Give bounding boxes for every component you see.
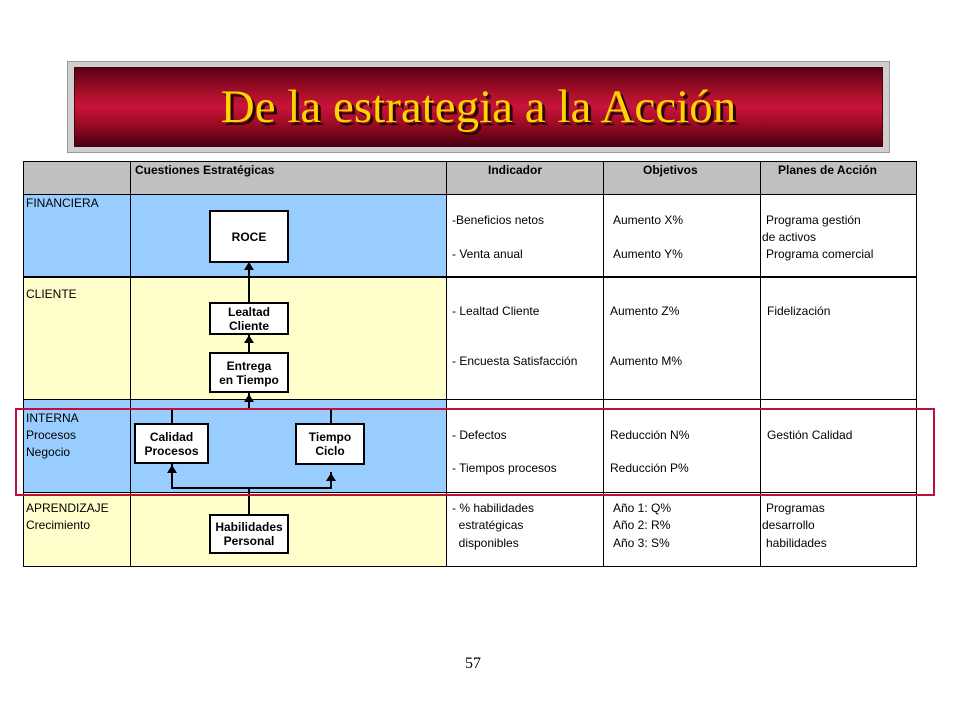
plan-text: Fidelización: [767, 304, 831, 318]
indicador-text: - % habilidades: [452, 501, 535, 515]
highlight-rectangle: [15, 408, 935, 496]
perspective-label: APRENDIZAJE: [26, 501, 109, 515]
perspective-label: CLIENTE: [26, 287, 77, 301]
col-divider-2: [446, 161, 447, 567]
box-label: Personal: [223, 534, 275, 548]
box-label: Calidad: [149, 429, 194, 444]
arrow-up-icon: [244, 394, 254, 402]
plan-text: Programas: [766, 501, 825, 515]
entrega-tiempo-box: [209, 352, 289, 393]
perspective-label: Crecimiento: [26, 518, 91, 532]
roce-box: [209, 210, 289, 263]
box-label: Lealtad: [227, 304, 270, 319]
arrow-up-icon: [244, 262, 254, 270]
indicador-text: - Encuesta Satisfacción: [452, 354, 578, 368]
roce-label: ROCE: [231, 229, 267, 244]
indicador-text: estratégicas: [452, 518, 524, 532]
plan-text: Programa gestión: [766, 213, 861, 227]
connector-line: [248, 265, 250, 302]
indicador-text: -Beneficios netos: [452, 213, 545, 227]
box-label: Habilidades: [215, 520, 283, 534]
row-divider-2: [23, 399, 917, 400]
slide-title: De la estrategia a la Acción: [220, 81, 737, 133]
plan-text: Gestión Calidad: [767, 428, 853, 442]
col-divider-4: [760, 161, 761, 567]
perspective-label: INTERNA: [26, 411, 79, 425]
col-divider-1: [130, 161, 131, 567]
indicador-text: disponibles: [452, 536, 519, 550]
perspective-label: Negocio: [26, 445, 71, 459]
objetivo-text: Año 2: R%: [613, 518, 671, 532]
objetivo-text: Aumento Y%: [613, 247, 683, 261]
box-label: en Tiempo: [219, 372, 279, 387]
page-number: 57: [465, 655, 481, 672]
title-banner: [74, 67, 883, 147]
title-frame: [67, 61, 890, 153]
box-label: Ciclo: [315, 444, 345, 458]
indicador-text: - Venta anual: [452, 247, 523, 261]
plan-text: habilidades: [766, 536, 827, 550]
plan-text: Programa comercial: [766, 247, 874, 261]
plan-text: desarrollo: [762, 518, 815, 532]
header-planes: Planes de Acción: [778, 163, 877, 177]
habilidades-personal-box: [209, 514, 289, 554]
arrow-up-icon: [244, 335, 254, 343]
objetivo-text: Reducción N%: [610, 428, 690, 442]
objetivo-text: Aumento Z%: [610, 304, 680, 318]
objetivo-text: Aumento M%: [610, 354, 683, 368]
col-divider-3: [603, 161, 604, 567]
objetivo-text: Año 3: S%: [613, 536, 670, 550]
indicador-text: - Defectos: [452, 428, 507, 442]
lealtad-cliente-box: [209, 302, 289, 335]
header-objetivos: Objetivos: [643, 163, 698, 177]
header-cuestiones: Cuestiones Estratégicas: [135, 163, 275, 177]
box-label: Procesos: [144, 443, 199, 458]
header-indicador: Indicador: [488, 163, 543, 177]
row-divider-0: [23, 194, 917, 195]
indicador-text: - Tiempos procesos: [452, 461, 557, 475]
objetivo-text: Aumento X%: [613, 213, 684, 227]
box-label: Cliente: [228, 318, 269, 333]
box-label: Entrega: [226, 358, 272, 373]
objetivo-text: Año 1: Q%: [613, 501, 672, 515]
row-divider-1: [23, 276, 917, 278]
plan-text: de activos: [762, 230, 817, 244]
objetivo-text: Reducción P%: [610, 461, 689, 475]
perspective-label: FINANCIERA: [26, 196, 99, 210]
perspective-label: Procesos: [26, 428, 77, 442]
box-label: Tiempo: [308, 430, 352, 444]
indicador-text: - Lealtad Cliente: [452, 304, 540, 318]
